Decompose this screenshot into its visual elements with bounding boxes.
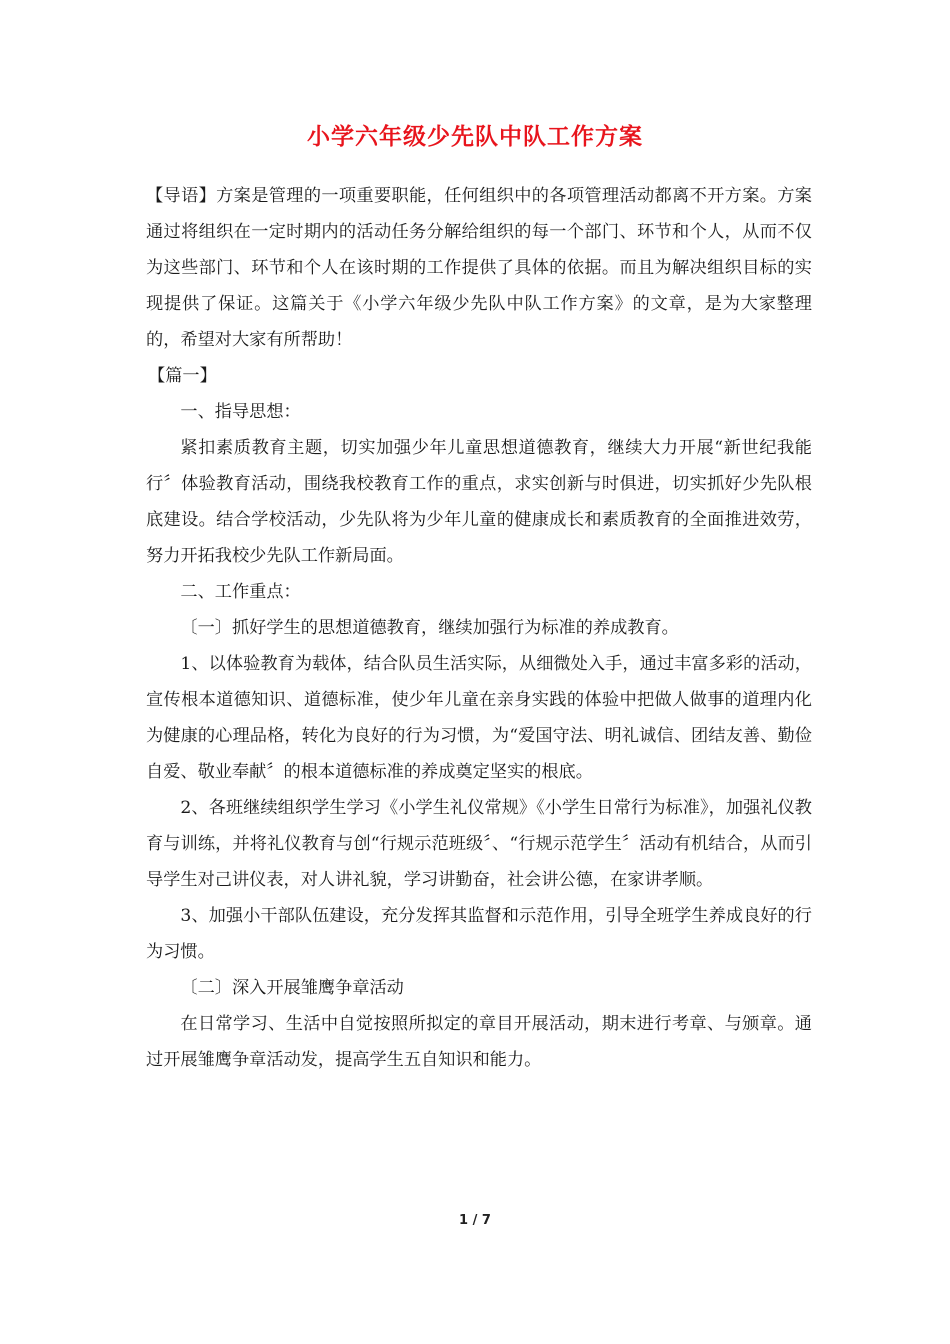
- page-indicator: 1 / 7: [459, 1213, 491, 1228]
- document-title: 小学六年级少先队中队工作方案: [307, 124, 643, 150]
- paragraph-eagle-badge: 在日常学习、生活中自觉按照所拟定的章目开展活动，期末进行考章、与颁章。通过开展雏鹰争章活动发，提高学生五自知识和能力。: [146, 1014, 812, 1070]
- heading-guiding-thought: 一、指导思想：: [180, 402, 301, 422]
- subheading-moral-education: 〔一〕抓好学生的思想道德教育，继续加强行为标准的养成教育。: [180, 618, 679, 638]
- subheading-eagle-badge: 〔二〕深入开展雏鹰争章活动: [180, 978, 404, 998]
- document-body: [146, 178, 812, 1078]
- item-1: 1、以体验教育为载体，结合队员生活实际，从细微处入手，通过丰富多彩的活动，宣传根本道德知识、道德标准，使少年儿童在亲身实践的体验中把做人做事的道理内化为健康的心理品格，转化为良好的行为习惯，为“爱国守法、明礼诚信、团结友善、勤俭自爱、敬业奉献〞的根本道德标准的养成奠定坚实的根底。: [146, 654, 812, 782]
- item-3: 3、加强小干部队伍建设，充分发挥其监督和示范作用，引导全班学生养成良好的行为习惯。: [146, 906, 812, 962]
- heading-work-focus: 二、工作重点：: [180, 582, 301, 602]
- item-2: 2、各班继续组织学生学习《小学生礼仪常规》《小学生日常行为标准》，加强礼仪教育与训练，并将礼仪教育与创“行规示范班级〞、“行规示范学生〞活动有机结合，从而引导学生对己讲仪表，对人讲礼貌，学习讲勤奋，社会讲公德，在家讲孝顺。: [146, 798, 812, 890]
- intro-paragraph: 【导语】方案是管理的一项重要职能，任何组织中的各项管理活动都离不开方案。方案通过将组织在一定时期内的活动任务分解给组织的每一个部门、环节和个人，从而不仅为这些部门、环节和个人在该时期的工作提供了具体的依据。而且为解决组织目标的实现提供了保证。这篇关于《小学六年级少先队中队工作方案》的文章，是为大家整理的，希望对大家有所帮助！: [146, 186, 812, 350]
- section-label: 【篇一】: [148, 366, 217, 386]
- paragraph-guiding-thought: 紧扣素质教育主题，切实加强少年儿童思想道德教育，继续大力开展“新世纪我能行〞体验教育活动，围绕我校教育工作的重点，求实创新与时俱进，切实抓好少先队根底建设。结合学校活动，少先队将为少年儿童的健康成长和素质教育的全面推进效劳，努力开拓我校少先队工作新局面。: [146, 438, 812, 566]
